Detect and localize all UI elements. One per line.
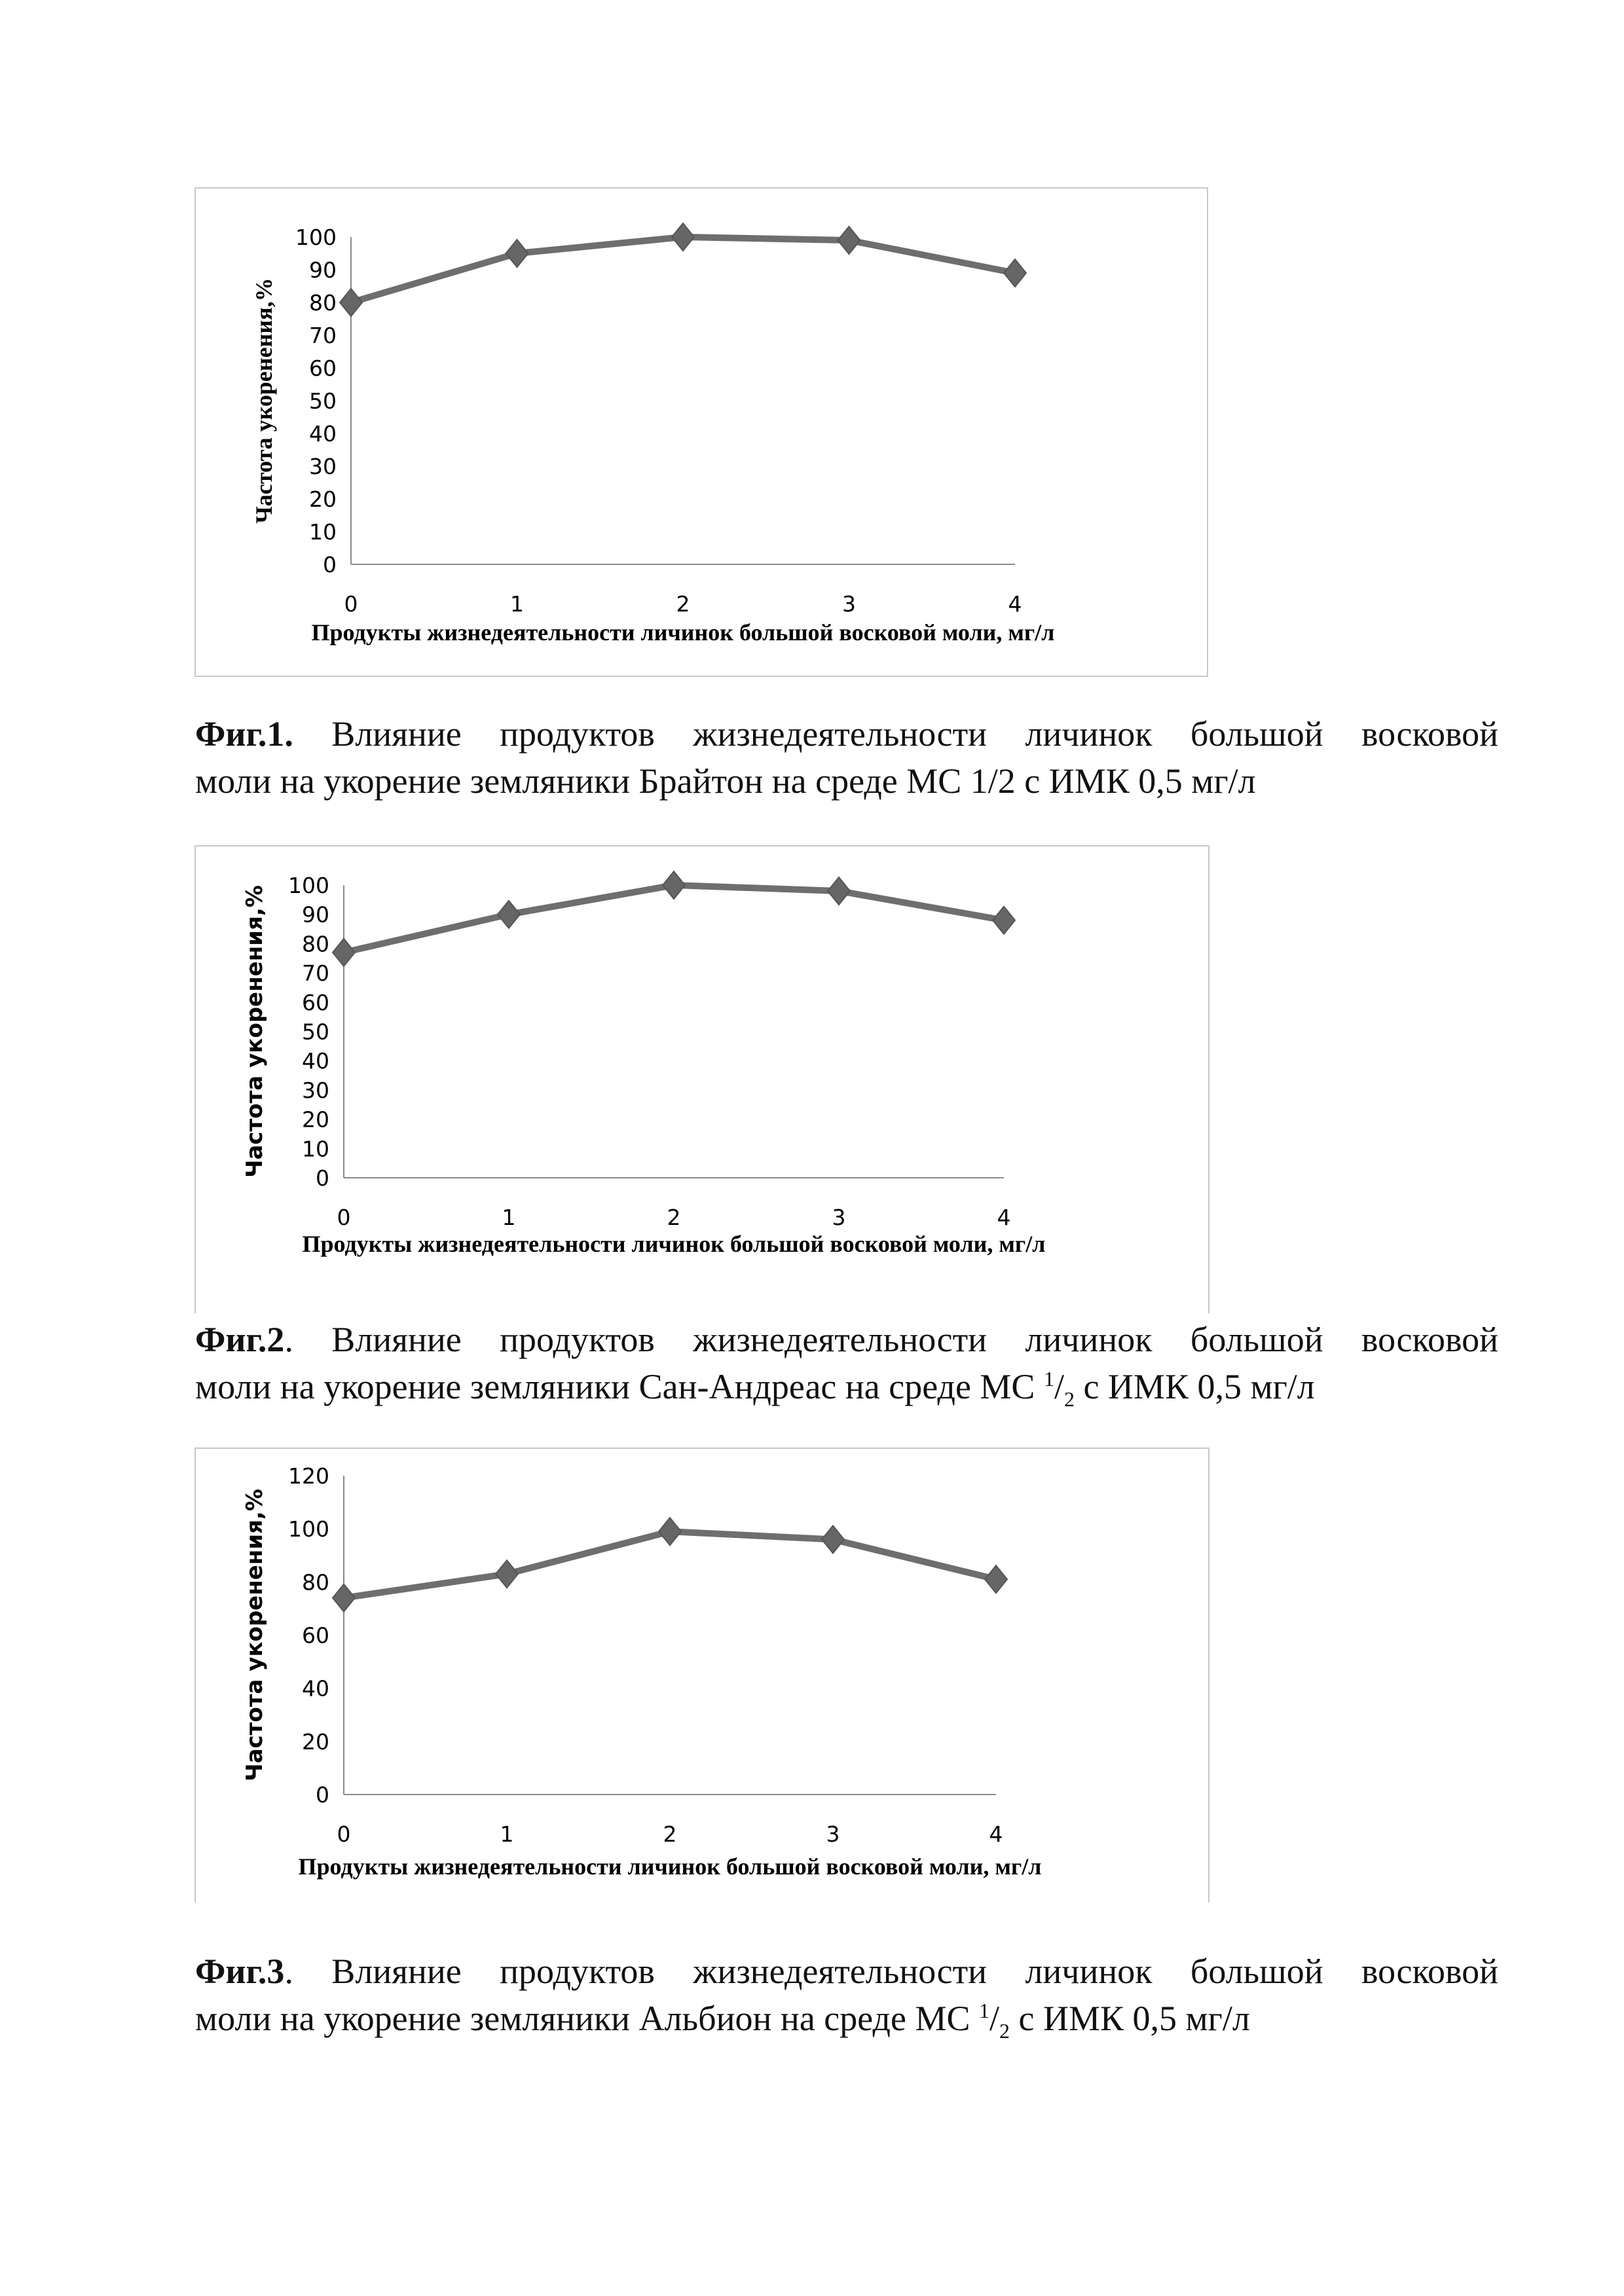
- y-tick-label: 40: [302, 1048, 329, 1074]
- caption-text: моли на укорение земляники Сан-Андреас на среде МС: [195, 1367, 1044, 1406]
- y-tick-label: 0: [316, 1165, 329, 1191]
- y-tick-label: 100: [288, 873, 329, 898]
- x-tick-label: 3: [842, 591, 856, 617]
- y-axis-title: Частота укоренения,%: [251, 278, 277, 523]
- x-tick-label: 4: [997, 1205, 1011, 1230]
- y-tick-label: 80: [302, 1569, 329, 1595]
- y-tick-label: 60: [309, 355, 337, 381]
- y-axis-title: Частота укоренения,%: [242, 1489, 268, 1781]
- x-tick-label: 1: [510, 591, 524, 617]
- y-tick-label: 40: [309, 421, 337, 446]
- y-tick-label: 0: [323, 552, 337, 577]
- y-tick-label: 120: [288, 1463, 329, 1489]
- x-axis-title: Продукты жизнедеятельности личинок большой восковой моли, мг/л: [312, 619, 1055, 646]
- x-axis-title: Продукты жизнедеятельности личинок большой восковой моли, мг/л: [303, 1231, 1046, 1257]
- x-tick-label: 0: [337, 1821, 351, 1847]
- x-axis-title: Продукты жизнедеятельности личинок большой восковой моли, мг/л: [299, 1853, 1042, 1880]
- y-tick-label: 30: [302, 1078, 329, 1103]
- y-tick-label: 50: [302, 1019, 329, 1045]
- y-tick-label: 20: [302, 1107, 329, 1133]
- fraction-slash: /: [989, 1999, 999, 2038]
- y-tick-label: 10: [309, 519, 337, 545]
- y-tick-label: 70: [309, 323, 337, 348]
- x-tick-label: 1: [500, 1821, 514, 1847]
- y-tick-label: 80: [302, 931, 329, 957]
- fraction-numerator: 1: [1044, 1367, 1054, 1391]
- data-point-marker: [985, 1565, 1007, 1593]
- x-tick-label: 2: [676, 591, 690, 617]
- x-tick-label: 2: [663, 1821, 677, 1847]
- y-tick-label: 30: [309, 454, 337, 479]
- caption-line-2: [195, 1995, 1498, 2042]
- y-tick-label: 40: [302, 1676, 329, 1702]
- x-tick-label: 3: [832, 1205, 846, 1230]
- y-tick-label: 50: [309, 388, 337, 414]
- data-point-marker: [659, 1518, 681, 1545]
- x-tick-label: 2: [667, 1205, 681, 1230]
- y-tick-label: 60: [302, 1623, 329, 1649]
- figure-1-number: Фиг.1.: [195, 714, 293, 754]
- fraction-slash: /: [1054, 1367, 1064, 1406]
- y-tick-label: 70: [302, 960, 329, 986]
- fraction-numerator: 1: [979, 1999, 989, 2022]
- y-tick-label: 20: [302, 1729, 329, 1755]
- x-tick-label: 0: [344, 591, 358, 617]
- x-tick-label: 0: [337, 1205, 351, 1230]
- y-tick-label: 100: [288, 1516, 329, 1542]
- data-point-marker: [496, 1560, 518, 1588]
- caption-text: . Влияние продуктов жизнедеятельности личинок большой восковой: [284, 1952, 1498, 1991]
- data-point-marker: [822, 1525, 844, 1553]
- figure-2-number: Фиг.2: [195, 1320, 284, 1359]
- fraction-denominator: 2: [999, 2019, 1010, 2043]
- x-tick-label: 4: [1008, 591, 1022, 617]
- figure-3-caption: [195, 1948, 1498, 2042]
- y-tick-label: 80: [309, 290, 337, 316]
- y-tick-label: 10: [302, 1136, 329, 1161]
- x-tick-label: 4: [989, 1821, 1003, 1847]
- y-tick-label: 20: [309, 486, 337, 512]
- caption-text: с ИМК 0,5 мг/л: [1010, 1999, 1250, 2038]
- y-tick-label: 0: [316, 1782, 329, 1808]
- x-tick-label: 3: [826, 1821, 840, 1847]
- y-tick-label: 100: [295, 225, 337, 250]
- data-point-marker: [333, 1584, 355, 1612]
- fraction-denominator: 2: [1064, 1387, 1075, 1411]
- caption-text: с ИМК 0,5 мг/л: [1075, 1367, 1315, 1406]
- y-tick-label: 90: [302, 902, 329, 928]
- caption-line-2: моли на укорение земляники Брайтон на среде МС 1/2 с ИМК 0,5 мг/л: [195, 757, 1498, 805]
- figure-3-number: Фиг.3: [195, 1952, 284, 1991]
- caption-text: Влияние продуктов жизнедеятельности личинок большой восковой: [293, 714, 1498, 754]
- caption-text: моли на укорение земляники Альбион на среде МС: [195, 1999, 979, 2038]
- x-tick-label: 1: [502, 1205, 516, 1230]
- caption-text: . Влияние продуктов жизнедеятельности личинок большой восковой: [284, 1320, 1498, 1359]
- y-tick-label: 90: [309, 257, 337, 283]
- y-axis-title: Частота укоренения,%: [242, 885, 268, 1178]
- y-tick-label: 60: [302, 990, 329, 1015]
